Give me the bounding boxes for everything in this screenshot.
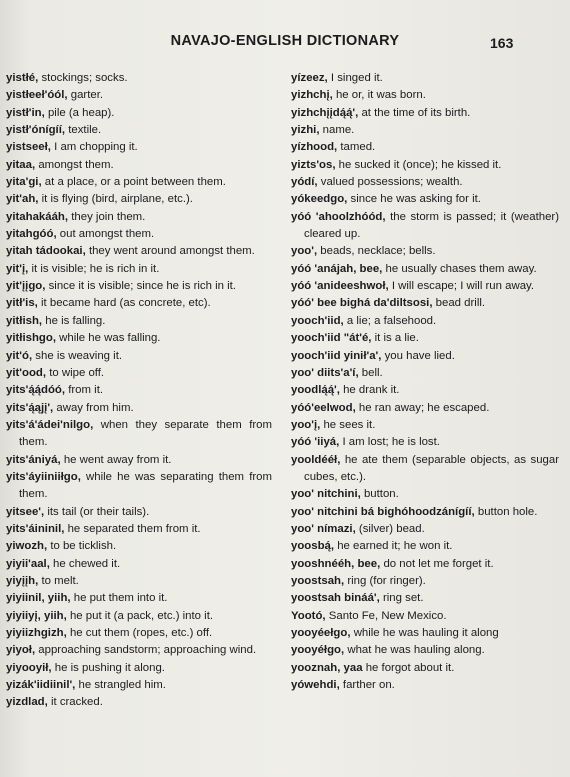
entry-definition: he put them into it. (73, 592, 168, 605)
entry-definition: I am lost; he is lost. (342, 436, 440, 449)
entry-headword: yooch'iid, (291, 314, 344, 327)
dictionary-entry (6, 400, 272, 417)
entry-headword: yitsee', (6, 505, 45, 518)
entry-headword: yizhchįįdą́ą́', (291, 106, 359, 119)
entry-headword: yoostsah, (291, 574, 345, 587)
entry-headword: yizdlad, (6, 696, 48, 709)
entry-definition: it is visible; he is rich in it. (31, 262, 160, 275)
entry-definition: bell. (361, 366, 383, 379)
dictionary-entry (6, 660, 272, 677)
dictionary-entry (6, 157, 272, 174)
dictionary-entry (6, 243, 272, 260)
entry-headword: yit'į, (6, 262, 29, 275)
dictionary-entry (6, 504, 272, 521)
entry-headword: yitahakááh, (6, 210, 69, 223)
dictionary-entry (291, 608, 559, 625)
entry-definition: at a place, or a point between them. (44, 176, 226, 189)
entry-definition: amongst them. (38, 158, 114, 171)
entry-headword: yizák'iidiinil', (6, 679, 76, 692)
entry-definition: she is weaving it. (35, 349, 123, 362)
entry-headword: yizts'os, (291, 158, 336, 171)
entry-headword: yiyoł, (6, 644, 36, 657)
entry-headword: yistłé, (6, 72, 39, 84)
dictionary-entry (6, 105, 272, 122)
entry-definition: stockings; socks. (41, 72, 128, 84)
entry-definition: since he was asking for it. (350, 193, 481, 206)
dictionary-entry (291, 504, 559, 521)
entry-headword: yóó' bee bighá da'diltsosi, (291, 297, 433, 310)
dictionary-entry (6, 295, 272, 312)
entry-headword: yooch'iid "át'é, (291, 332, 372, 345)
entry-headword: yoo' nímazi, (291, 522, 356, 535)
entry-definition: (silver) bead. (358, 522, 425, 535)
dictionary-entry (291, 87, 559, 104)
dictionary-entry (6, 625, 272, 642)
entry-headword: yooznah, yaa (291, 661, 363, 674)
dictionary-entry (291, 174, 559, 191)
entry-definition: the storm is passed; it (weather) cleared up. (304, 210, 559, 241)
dictionary-entry (291, 642, 559, 659)
entry-definition: to be ticklish. (50, 540, 117, 553)
dictionary-entry (6, 191, 272, 208)
right-column (291, 70, 559, 694)
entry-definition: it is a lie. (374, 332, 419, 345)
page-title: NAVAJO-ENGLISH DICTIONARY (170, 33, 400, 49)
entry-headword: yooldééł, (291, 453, 341, 466)
dictionary-entry (291, 278, 559, 295)
dictionary-entry (6, 348, 272, 365)
entry-definition: he sucked it (once); he kissed it. (338, 158, 502, 171)
entry-headword: yízhood, (291, 141, 338, 154)
entry-headword: yiyiizhgizh, (6, 627, 67, 639)
entry-headword: yooyéłgo, (291, 644, 345, 657)
entry-definition: name. (322, 124, 355, 137)
entry-definition: to melt. (41, 574, 79, 587)
entry-definition: valued possessions; wealth. (320, 176, 463, 189)
dictionary-entry (6, 694, 272, 711)
entry-definition: its tail (or their tails). (47, 505, 150, 518)
dictionary-entry (291, 625, 559, 642)
entry-headword: yits'ániyá, (6, 453, 61, 466)
entry-headword: yiyįįh, (6, 574, 39, 587)
entry-headword: yiyiinil, yiih, (6, 592, 71, 605)
entry-headword: yit'ood, (6, 366, 47, 379)
entry-definition: I singed it. (330, 72, 383, 84)
entry-headword: yoo' nitchini bá bighóhoodzánígíí, (291, 505, 475, 518)
entry-definition: ring set. (382, 592, 424, 605)
entry-definition: what he was hauling along. (347, 644, 485, 657)
entry-definition: farther on. (342, 679, 395, 692)
entry-definition: he earned it; he won it. (337, 540, 453, 553)
dictionary-entry (291, 191, 559, 208)
entry-definition: he or, it was born. (335, 89, 426, 102)
entry-headword: yoo' nitchini, (291, 488, 361, 501)
dictionary-entry (6, 365, 272, 382)
entry-headword: yoo' diits'a'í, (291, 366, 359, 379)
dictionary-entry (6, 642, 272, 659)
entry-definition: button hole. (477, 505, 538, 518)
entry-definition: beads, necklace; bells. (320, 245, 436, 258)
dictionary-entry (291, 365, 559, 382)
dictionary-entry (291, 556, 559, 573)
entry-headword: yoo', (291, 245, 318, 258)
dictionary-entry (291, 330, 559, 347)
entry-definition: he put it (a pack, etc.) into it. (69, 609, 214, 622)
entry-definition: when they separate them from them. (19, 418, 272, 449)
entry-definition: approaching sandstorm; approaching wind. (38, 644, 257, 657)
entry-headword: yistł'ónígíí, (6, 124, 66, 137)
dictionary-entry (6, 521, 272, 538)
entry-headword: yizhi, (291, 124, 320, 137)
entry-definition: while he was hauling it along (353, 627, 499, 639)
entry-headword: yitł'is, (6, 297, 38, 310)
entry-headword: yooyéełgo, (291, 627, 351, 639)
dictionary-entry (6, 87, 272, 104)
dictionary-entry (6, 278, 272, 295)
entry-headword: yoo'į, (291, 418, 321, 431)
dictionary-entry (291, 139, 559, 156)
entry-headword: yits'ą́ąjį', (6, 401, 54, 414)
entry-headword: yita'gi, (6, 176, 42, 189)
dictionary-entry (6, 226, 272, 243)
entry-definition: he strangled him. (78, 679, 166, 692)
dictionary-entry (6, 608, 272, 625)
entry-definition: Santo Fe, New Mexico. (328, 609, 447, 622)
entry-headword: yóó 'anideeshwoł, (291, 280, 389, 293)
entry-definition: do not let me forget it. (383, 557, 494, 570)
entry-headword: yitłish, (6, 314, 43, 327)
entry-headword: yitaa, (6, 158, 36, 171)
entry-definition: he ran away; he escaped. (358, 401, 490, 414)
entry-definition: it is flying (bird, airplane, etc.). (41, 193, 193, 206)
dictionary-entry (291, 243, 559, 260)
page-number: 163 (490, 35, 514, 51)
entry-definition: at the time of its birth. (361, 106, 471, 119)
entry-headword: yoodlą́ą́', (291, 384, 340, 397)
entry-definition: he separated them from it. (67, 522, 201, 535)
entry-definition: a lie; a falsehood. (346, 314, 437, 327)
dictionary-entry (6, 122, 272, 139)
dictionary-entry (291, 157, 559, 174)
entry-headword: yókeedgo, (291, 193, 348, 206)
dictionary-entry (6, 313, 272, 330)
entry-definition: he is pushing it along. (54, 661, 165, 674)
entry-definition: he is falling. (45, 314, 106, 327)
dictionary-entry (6, 590, 272, 607)
entry-definition: he sees it. (323, 418, 376, 431)
entry-headword: yits'áyiiniiłgo, (6, 470, 81, 483)
entry-headword: yits'ą́ą́dóó, (6, 384, 66, 397)
entry-definition: tamed. (340, 141, 376, 154)
entry-headword: yoosbą́, (291, 540, 335, 553)
entry-headword: yooch'iid yinił'a', (291, 349, 382, 362)
dictionary-entry (6, 70, 272, 87)
dictionary-entry (6, 469, 272, 504)
entry-definition: it cracked. (50, 696, 103, 709)
entry-definition: he went away from it. (63, 453, 172, 466)
entry-definition: away from him. (56, 401, 134, 414)
dictionary-entry (291, 295, 559, 312)
entry-definition: it became hard (as concrete, etc). (41, 297, 211, 310)
entry-definition: bead drill. (435, 297, 486, 310)
dictionary-entry (291, 417, 559, 434)
dictionary-entry (291, 122, 559, 139)
entry-definition: he forgot about it. (365, 661, 455, 674)
entry-definition: he chewed it. (53, 557, 121, 570)
entry-definition: he usually chases them away. (385, 262, 537, 275)
entry-headword: yóó 'iiyá, (291, 436, 340, 449)
dictionary-entry (6, 573, 272, 590)
dictionary-entry (291, 521, 559, 538)
dictionary-entry (6, 417, 272, 452)
dictionary-entry (291, 261, 559, 278)
dictionary-entry (6, 139, 272, 156)
dictionary-entry (291, 452, 559, 487)
dictionary-entry (291, 434, 559, 451)
entry-headword: yówehdi, (291, 679, 340, 692)
entry-headword: yitłishgo, (6, 332, 56, 345)
entry-headword: yóó'eelwod, (291, 401, 356, 414)
dictionary-entry (291, 400, 559, 417)
dictionary-entry (291, 105, 559, 122)
entry-definition: he drank it. (343, 384, 400, 397)
entry-headword: yiyii'aal, (6, 557, 50, 570)
entry-headword: yiwozh, (6, 540, 48, 553)
entry-headword: yits'á'ádei'nilgo, (6, 418, 94, 431)
entry-definition: I will escape; I will run away. (391, 280, 535, 293)
entry-headword: yistłeeł'óól, (6, 89, 68, 102)
entry-definition: I am chopping it. (54, 141, 138, 154)
entry-definition: they join them. (71, 210, 146, 223)
entry-definition: he cut them (ropes, etc.) off. (69, 627, 213, 639)
dictionary-entry (291, 677, 559, 694)
entry-definition: out amongst them. (59, 228, 155, 241)
entry-headword: yitahgóó, (6, 228, 57, 241)
entry-headword: yit'ah, (6, 193, 39, 206)
entry-definition: to wipe off. (49, 366, 105, 379)
dictionary-entry (291, 573, 559, 590)
dictionary-entry (6, 452, 272, 469)
entry-definition: pile (a heap). (47, 106, 115, 119)
entry-definition: while he was separating them from them. (19, 470, 272, 501)
entry-definition: they went around amongst them. (88, 245, 255, 258)
entry-headword: yiyiiyį, yiih, (6, 609, 67, 622)
dictionary-entry (291, 486, 559, 503)
dictionary-entry (291, 70, 559, 87)
entry-headword: yooshnééh, bee, (291, 557, 381, 570)
entry-headword: yit'įįgo, (6, 280, 46, 293)
dictionary-entry (291, 590, 559, 607)
dictionary-entry (291, 348, 559, 365)
entry-definition: you have lied. (384, 349, 455, 362)
entry-definition: from it. (68, 384, 104, 397)
dictionary-entry (6, 261, 272, 278)
entry-definition: he ate them (separable objects, as sugar cubes, etc.). (304, 453, 560, 483)
entry-definition: garter. (70, 89, 104, 102)
dictionary-entry (6, 556, 272, 573)
dictionary-entry (6, 209, 272, 226)
dictionary-entry (291, 660, 559, 677)
entry-definition: textile. (68, 124, 102, 137)
dictionary-entry (291, 313, 559, 330)
dictionary-entry (6, 382, 272, 399)
entry-headword: yízeez, (291, 72, 328, 84)
entry-headword: yiyooyił, (6, 661, 52, 674)
entry-headword: Yootó, (291, 609, 326, 622)
dictionary-entry (291, 538, 559, 555)
dictionary-entry (291, 382, 559, 399)
dictionary-entry (6, 174, 272, 191)
entry-definition: ring (for ringer). (347, 574, 426, 587)
dictionary-entry (6, 538, 272, 555)
entry-headword: yit'ó, (6, 349, 33, 362)
entry-definition: while he was falling. (59, 332, 161, 345)
dictionary-entry (6, 677, 272, 694)
dictionary-entry (291, 209, 559, 244)
entry-headword: yóó 'ahoolzhóód, (291, 210, 386, 223)
entry-definition: since it is visible; since he is rich in it. (48, 280, 236, 293)
entry-headword: yitah tádookai, (6, 245, 86, 258)
entry-definition: button. (363, 488, 399, 501)
entry-headword: yits'áininil, (6, 522, 65, 535)
entry-headword: yoostsah bináá', (291, 592, 380, 605)
entry-headword: yóó 'anájah, bee, (291, 262, 383, 275)
entry-headword: yizhchį, (291, 89, 333, 102)
dictionary-entry (6, 330, 272, 347)
left-column (6, 70, 272, 712)
entry-headword: yistł'in, (6, 106, 45, 119)
entry-headword: yistseeł, (6, 141, 51, 154)
entry-headword: yódí, (291, 176, 318, 189)
